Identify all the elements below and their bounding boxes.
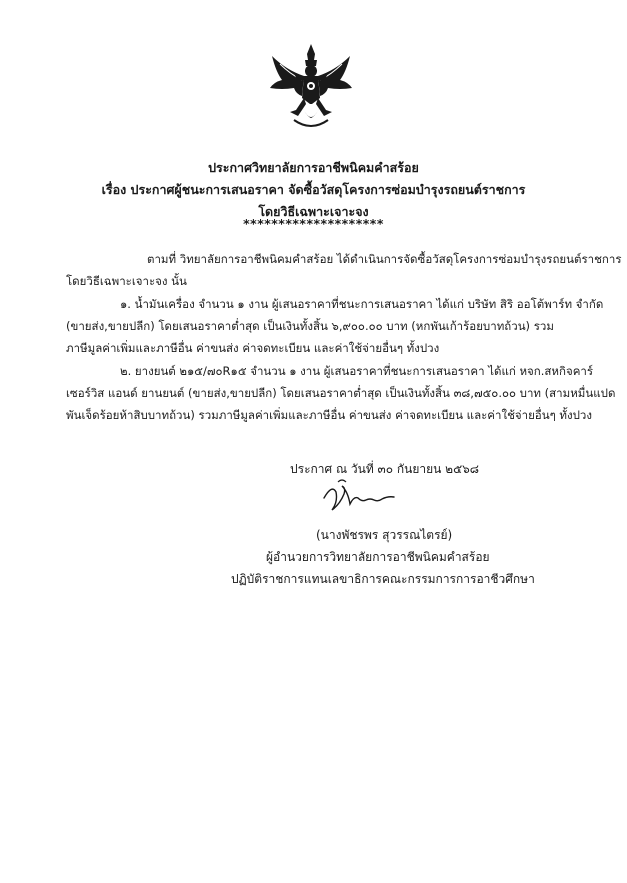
garuda-emblem-icon xyxy=(266,42,356,132)
intro-line-2: โดยวิธีเฉพาะเจาะจง นั้น xyxy=(66,274,187,288)
item-2-line-1: ๒. ยางยนต์ ๒๑๕/๗๐R๑๕ จำนวน ๑ งาน ผู้เสนอราคาที่ชนะการเสนอราคา ได้แก่ หจก.สหกิจคาร์ xyxy=(120,364,594,378)
item-1-line-1: ๑. น้ำมันเครื่อง จำนวน ๑ งาน ผู้เสนอราคาที่ชนะการเสนอราคา ได้แก่ บริษัท สิริ ออโต้พาร์ท จำกัด xyxy=(120,297,604,311)
title-separator: ******************** xyxy=(243,216,384,231)
announcement-subject: เรื่อง ประกาศผู้ชนะการเสนอราคา จัดซื้อวัสดุโครงการซ่อมบำรุงรถยนต์ราชการ xyxy=(101,182,526,197)
intro-line-1: ตามที่ วิทยาลัยการอาชีพนิคมคำสร้อย ได้ดำเนินการจัดซื้อวัสดุโครงการซ่อมบำรุงรถยนต์ราชการ xyxy=(147,252,622,266)
procurement-method: โดยวิธีเฉพาะเจาะจง xyxy=(258,204,369,219)
item-1-line-2: (ขายส่ง,ขายปลีก) โดยเสนอราคาต่ำสุด เป็นเงินทั้งสิ้น ๖,๙๐๐.๐๐ บาท (หกพันเก้าร้อยบาทถ้วน) รวม xyxy=(66,319,554,333)
item-2-line-2: เซอร์วิส แอนด์ ยานยนต์ (ขายส่ง,ขายปลีก) โดยเสนอราคาต่ำสุด เป็นเงินทั้งสิ้น ๓๘,๗๕๐.๐๐ บาท (สามหมื่นแปด xyxy=(66,386,616,400)
announcement-title: ประกาศวิทยาลัยการอาชีพนิคมคำสร้อย xyxy=(208,160,419,175)
signature-icon xyxy=(318,472,398,520)
signatory-name: (นางพัชรพร สุวรรณไตรย์) xyxy=(316,528,453,542)
item-1-line-3: ภาษีมูลค่าเพิ่มและภาษีอื่น ค่าขนส่ง ค่าจดทะเบียน และค่าใช้จ่ายอื่นๆ ทั้งปวง xyxy=(66,341,440,355)
announcement-date: ประกาศ ณ วันที่ ๓๐ กันยายน ๒๕๖๘ xyxy=(290,462,480,476)
signatory-acting: ปฏิบัติราชการแทนเลขาธิการคณะกรรมการการอาชีวศึกษา xyxy=(231,572,535,586)
signatory-position: ผู้อำนวยการวิทยาลัยการอาชีพนิคมคำสร้อย xyxy=(266,550,490,564)
item-2-line-3: พันเจ็ดร้อยห้าสิบบาทถ้วน) รวมภาษีมูลค่าเพิ่มและภาษีอื่น ค่าขนส่ง ค่าจดทะเบียน และค่าใช้จ่ายอื่นๆ ทั้งปวง xyxy=(66,408,592,422)
